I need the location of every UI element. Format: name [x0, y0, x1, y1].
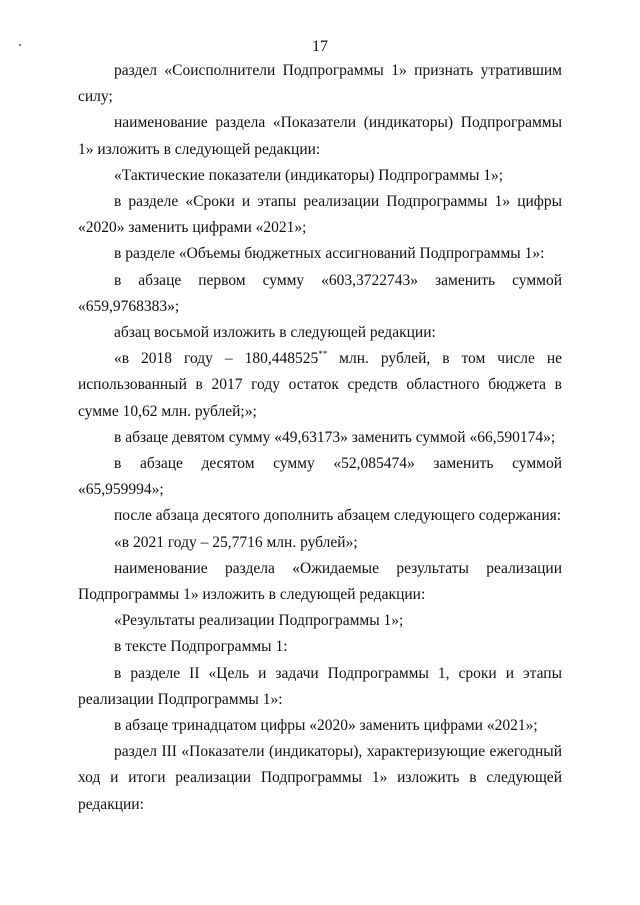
- paragraph: наименование раздела «Ожидаемые результаты реализации Подпрограммы 1» изложить в следующей редакции:: [78, 559, 562, 604]
- paragraph: «Результаты реализации Подпрограммы 1»;: [114, 612, 404, 630]
- paragraph: в абзаце тринадцатом цифры «2020» заменить цифрами «2021»;: [114, 717, 538, 735]
- page-number: 17: [312, 38, 328, 55]
- paragraph: в разделе II «Цель и задачи Подпрограммы 1, сроки и этапы реализации Подпрограммы 1»:: [78, 664, 562, 708]
- paragraph: раздел III «Показатели (индикаторы), характеризующие ежегодный ход и итоги реализации Подпрограммы 1» изложить в следующей редакции:: [78, 743, 562, 813]
- paragraph: в абзаце девятом сумму «49,63173» заменить суммой «66,590174»;: [114, 428, 556, 446]
- paragraph: «Тактические показатели (индикаторы) Подпрограммы 1»;: [114, 166, 504, 184]
- paragraph-text: млн. рублей, в том числе не использованный в 2017 году остаток средств областного бюджета в сумме 10,62 млн. рублей;»;: [78, 350, 563, 420]
- paragraph: в разделе «Объемы бюджетных ассигнований Подпрограммы 1»:: [114, 245, 545, 263]
- paragraph: после абзаца десятого дополнить абзацем следующего содержания:: [114, 507, 562, 525]
- paragraph-text: «в 2018 году – 180,448525: [114, 350, 319, 368]
- paragraph: в разделе «Сроки и этапы реализации Подпрограммы 1» цифры «2020» заменить цифрами «2021»;: [78, 193, 562, 237]
- paragraph: в тексте Подпрограммы 1:: [114, 638, 288, 656]
- paragraph: в абзаце десятом сумму «52,085474» заменить суммой «65,959994»;: [78, 455, 562, 499]
- paragraph: наименование раздела «Показатели (индикаторы) Подпрограммы 1» изложить в следующей редакции:: [78, 114, 562, 158]
- paragraph: «в 2021 году – 25,7716 млн. рублей»;: [114, 533, 358, 551]
- paragraph: в абзаце первом сумму «603,3722743» заменить суммой «659,9768383»;: [78, 271, 562, 315]
- paragraph: раздел «Соисполнители Подпрограммы 1» признать утратившим силу;: [78, 62, 562, 106]
- document-body: [78, 58, 562, 818]
- footnote-mark: **: [318, 349, 328, 360]
- paragraph: абзац восьмой изложить в следующей редакции:: [114, 324, 436, 342]
- paragraph: [78, 346, 562, 425]
